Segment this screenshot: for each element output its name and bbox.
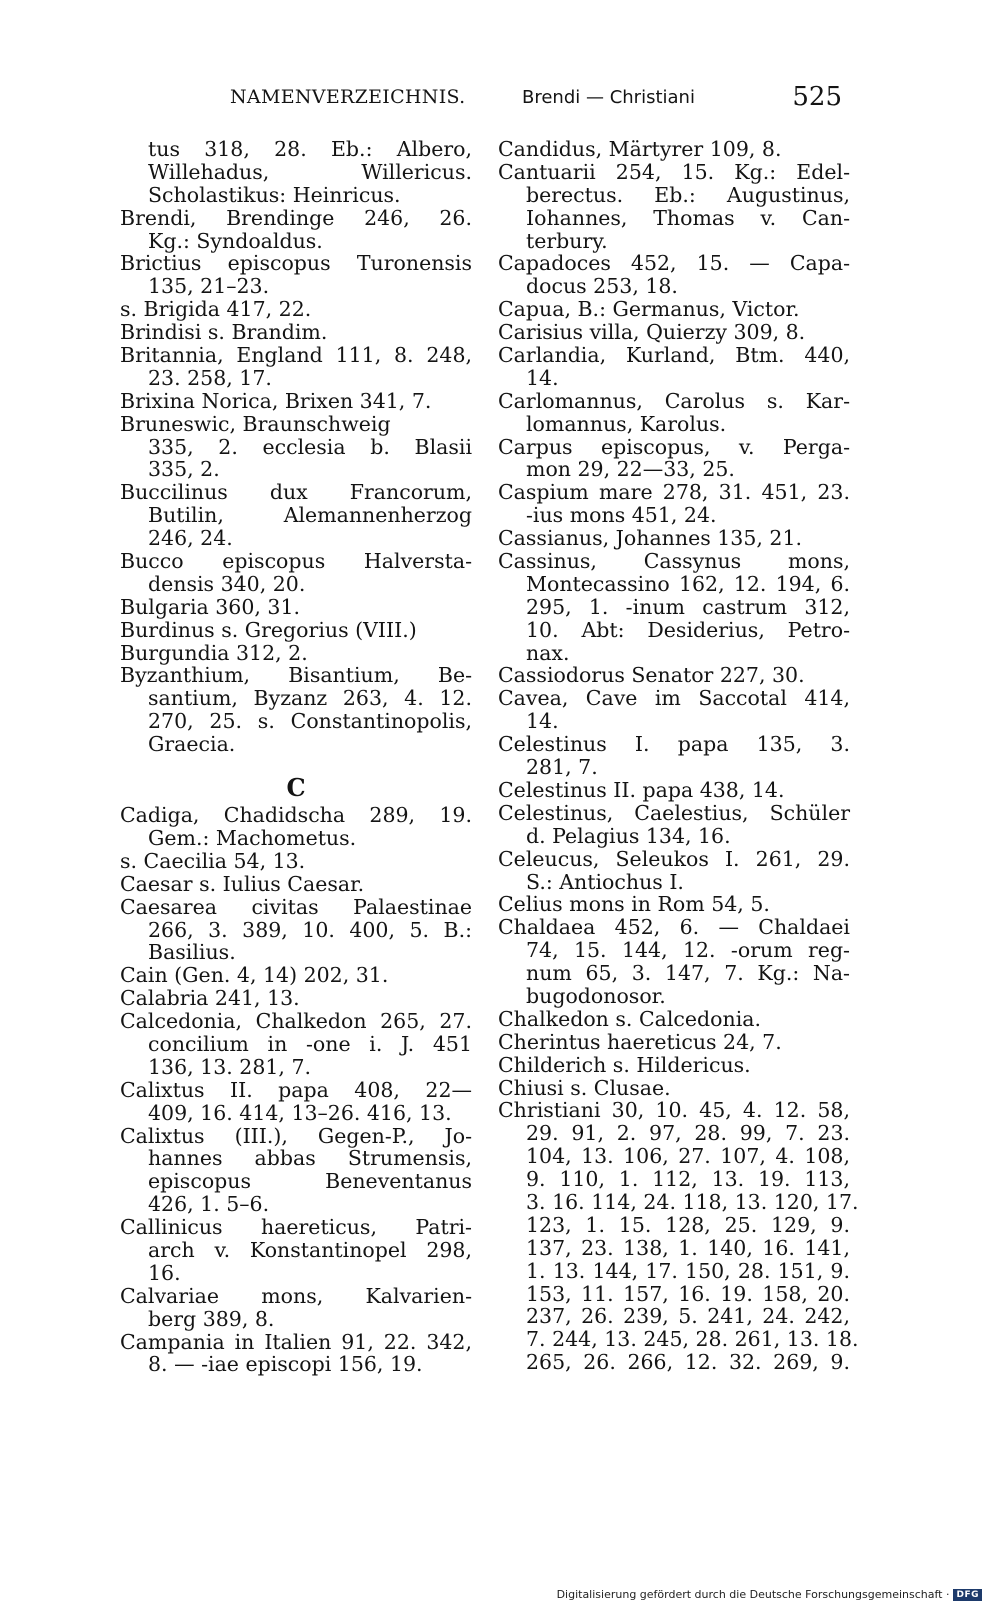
index-line: 426, 1. 5–6.	[148, 1192, 270, 1217]
index-line: Campania in Italien 91, 22. 342,	[120, 1329, 472, 1354]
index-line: terbury.	[526, 228, 608, 253]
index-line: Scholastikus: Heinricus.	[148, 182, 401, 207]
index-line: Christiani 30, 10. 45, 4. 12. 58,	[498, 1098, 850, 1123]
index-line: 29. 91, 2. 97, 28. 99, 7. 23.	[526, 1121, 850, 1146]
index-line: Calabria 241, 13.	[120, 986, 300, 1011]
section-gap	[120, 756, 472, 766]
index-line: Celestinus I. papa 135, 3.	[498, 732, 850, 757]
index-line: bugodonosor.	[526, 983, 666, 1008]
index-line: Caspium mare 278, 31. 451, 23.	[498, 480, 850, 505]
index-line: Brictius episcopus Turonensis	[120, 251, 472, 276]
index-line: 266, 3. 389, 10. 400, 5. B.:	[148, 917, 472, 942]
index-line: 14.	[526, 365, 559, 390]
index-line: Carlandia, Kurland, Btm. 440,	[498, 343, 850, 368]
index-line: mon 29, 22—33, 25.	[526, 457, 735, 482]
index-column-left	[120, 138, 472, 1376]
index-line: Graecia.	[148, 732, 236, 757]
index-line: 135, 21–23.	[148, 274, 270, 299]
index-line: Britannia, England 111, 8. 248,	[120, 343, 472, 368]
index-line: Burdinus s. Gregorius (VIII.)	[120, 617, 417, 642]
index-line: Bulgaria 360, 31.	[120, 594, 301, 619]
index-line: S.: Antiochus I.	[526, 869, 684, 894]
index-line: Chaldaea 452, 6. — Chaldaei	[498, 915, 850, 940]
index-line: Cassianus, Johannes 135, 21.	[498, 526, 803, 551]
index-line: Byzanthium, Bisantium, Be-	[120, 663, 472, 688]
index-line: Capua, B.: Germanus, Victor.	[498, 297, 800, 322]
index-line: Carisius villa, Quierzy 309, 8.	[498, 320, 806, 345]
index-line: Capadoces 452, 15. — Capa-	[498, 251, 850, 276]
index-line: Cadiga, Chadidscha 289, 19.	[120, 803, 472, 828]
index-line: 295, 1. -inum castrum 312,	[526, 594, 850, 619]
index-line: Gem.: Machometus.	[148, 825, 357, 850]
index-line: Celius mons in Rom 54, 5.	[498, 892, 770, 917]
index-line: num 65, 3. 147, 7. Kg.: Na-	[526, 961, 850, 986]
index-line: densis 340, 20.	[148, 571, 306, 596]
index-line: 1. 13. 144, 17. 150, 28. 151, 9.	[526, 1258, 850, 1283]
index-line: 136, 13. 281, 7.	[148, 1054, 311, 1079]
index-line: Calcedonia, Chalkedon 265, 27.	[120, 1009, 472, 1034]
index-line: s. Brigida 417, 22.	[120, 297, 312, 322]
index-line: nax.	[526, 640, 570, 665]
index-line: -ius mons 451, 24.	[526, 503, 717, 528]
index-line: 9. 110, 1. 112, 13. 19. 113,	[526, 1167, 850, 1192]
index-line: d. Pelagius 134, 16.	[526, 823, 731, 848]
section-letter: C	[286, 773, 306, 803]
footer-text: Digitalisierung gefördert durch die Deutsche Forschungsgemeinschaft ·	[556, 1588, 950, 1601]
index-line: 3. 16. 114, 24. 118, 13. 120, 17.	[526, 1189, 859, 1214]
digitization-footer	[557, 1588, 982, 1601]
index-line: s. Caecilia 54, 13.	[120, 848, 306, 873]
index-line: Cain (Gen. 4, 14) 202, 31.	[120, 963, 389, 988]
index-line: 74, 15. 144, 12. -orum reg-	[526, 938, 850, 963]
index-line: Childerich s. Hildericus.	[498, 1052, 751, 1077]
index-line: Candidus, Märtyrer 109, 8.	[498, 137, 782, 161]
index-line: 14.	[526, 709, 559, 734]
index-line: 237, 26. 239, 5. 241, 24. 242,	[526, 1304, 850, 1329]
index-line: 270, 25. s. Constantinopolis,	[148, 709, 472, 734]
index-line: 23. 258, 17.	[148, 365, 272, 390]
index-line: berectus. Eb.: Augustinus,	[526, 182, 850, 207]
index-line: Calixtus (III.), Gegen-P., Jo-	[120, 1123, 472, 1148]
running-header	[230, 78, 842, 118]
index-line: Carlomannus, Carolus s. Kar-	[498, 388, 850, 413]
index-line: tus 318, 28. Eb.: Albero,	[148, 137, 472, 161]
index-line: Brixina Norica, Brixen 341, 7.	[120, 388, 432, 413]
index-line: Chiusi s. Clusae.	[498, 1075, 671, 1100]
index-line: Butilin, Alemannenherzog	[148, 503, 472, 528]
index-line: 123, 1. 15. 128, 25. 129, 9.	[526, 1212, 850, 1237]
header-title: NAMENVERZEICHNIS.	[230, 86, 466, 108]
index-line: 246, 24.	[148, 526, 233, 551]
index-column-right	[498, 137, 859, 1375]
index-line: Bucco episcopus Halversta-	[120, 549, 472, 574]
index-line: Brendi, Brendinge 246, 26.	[120, 205, 472, 230]
index-line: arch v. Konstantinopel 298,	[148, 1237, 472, 1262]
index-line: Celeucus, Seleukos I. 261, 29.	[498, 846, 850, 871]
index-line: 8. — -iae episcopi 156, 19.	[148, 1352, 423, 1377]
index-line: Buccilinus dux Francorum,	[120, 480, 472, 505]
index-line: 409, 16. 414, 13–26. 416, 13.	[148, 1100, 452, 1125]
index-line: hannes abbas Strumensis,	[148, 1146, 472, 1171]
header-entry-range: Brendi — Christiani	[522, 87, 695, 108]
index-line: Cherintus haereticus 24, 7.	[498, 1029, 782, 1054]
index-line: Cavea, Cave im Saccotal 414,	[498, 686, 850, 711]
index-line: Basilius.	[148, 940, 236, 965]
index-line: santium, Byzanz 263, 4. 12.	[148, 686, 472, 711]
index-line: Burgundia 312, 2.	[120, 640, 308, 665]
page-number: 525	[792, 82, 842, 112]
index-line: Willehadus, Willericus.	[148, 159, 472, 184]
index-line: Celestinus, Caelestius, Schüler	[498, 800, 850, 825]
index-line: Cassinus, Cassynus mons,	[498, 549, 850, 574]
index-line: Caesar s. Iulius Caesar.	[120, 871, 365, 896]
index-line: Montecassino 162, 12. 194, 6.	[526, 571, 850, 596]
index-line: Cantuarii 254, 15. Kg.: Edel-	[498, 159, 850, 184]
dfg-logo-icon: DFG	[953, 1589, 982, 1601]
index-line: concilium in -one i. J. 451	[148, 1031, 472, 1056]
index-line: Bruneswic, Braunschweig	[120, 411, 391, 436]
index-line: 265, 26. 266, 12. 32. 269, 9.	[526, 1350, 850, 1375]
index-line: 137, 23. 138, 1. 140, 16. 141,	[526, 1235, 850, 1260]
index-line: 10. Abt: Desiderius, Petro-	[526, 617, 850, 642]
index-line: 335, 2. ecclesia b. Blasii	[148, 434, 472, 459]
index-line: Callinicus haereticus, Patri-	[120, 1215, 472, 1240]
index-line: Calixtus II. papa 408, 22—	[120, 1077, 472, 1102]
index-line: episcopus Beneventanus	[148, 1169, 472, 1194]
index-line: Cassiodorus Senator 227, 30.	[498, 663, 805, 688]
index-line: 281, 7.	[526, 755, 598, 780]
index-line: 104, 13. 106, 27. 107, 4. 108,	[526, 1144, 850, 1169]
index-line: 335, 2.	[148, 457, 220, 482]
index-line: Brindisi s. Brandim.	[120, 320, 328, 345]
index-line: Caesarea civitas Palaestinae	[120, 894, 472, 919]
index-line: Calvariae mons, Kalvarien-	[120, 1283, 472, 1308]
index-line: Celestinus II. papa 438, 14.	[498, 777, 785, 802]
index-line: lomannus, Karolus.	[526, 411, 727, 436]
index-line: docus 253, 18.	[526, 274, 678, 299]
index-line: Iohannes, Thomas v. Can-	[526, 205, 850, 230]
index-line: 153, 11. 157, 16. 19. 158, 20.	[526, 1281, 850, 1306]
index-line: 16.	[148, 1260, 181, 1285]
index-line: berg 389, 8.	[148, 1306, 275, 1331]
index-line: 7. 244, 13. 245, 28. 261, 13. 18.	[526, 1327, 859, 1352]
index-line: Kg.: Syndoaldus.	[148, 228, 323, 253]
index-line: Carpus episcopus, v. Perga-	[498, 434, 850, 459]
index-line: Chalkedon s. Calcedonia.	[498, 1006, 761, 1031]
